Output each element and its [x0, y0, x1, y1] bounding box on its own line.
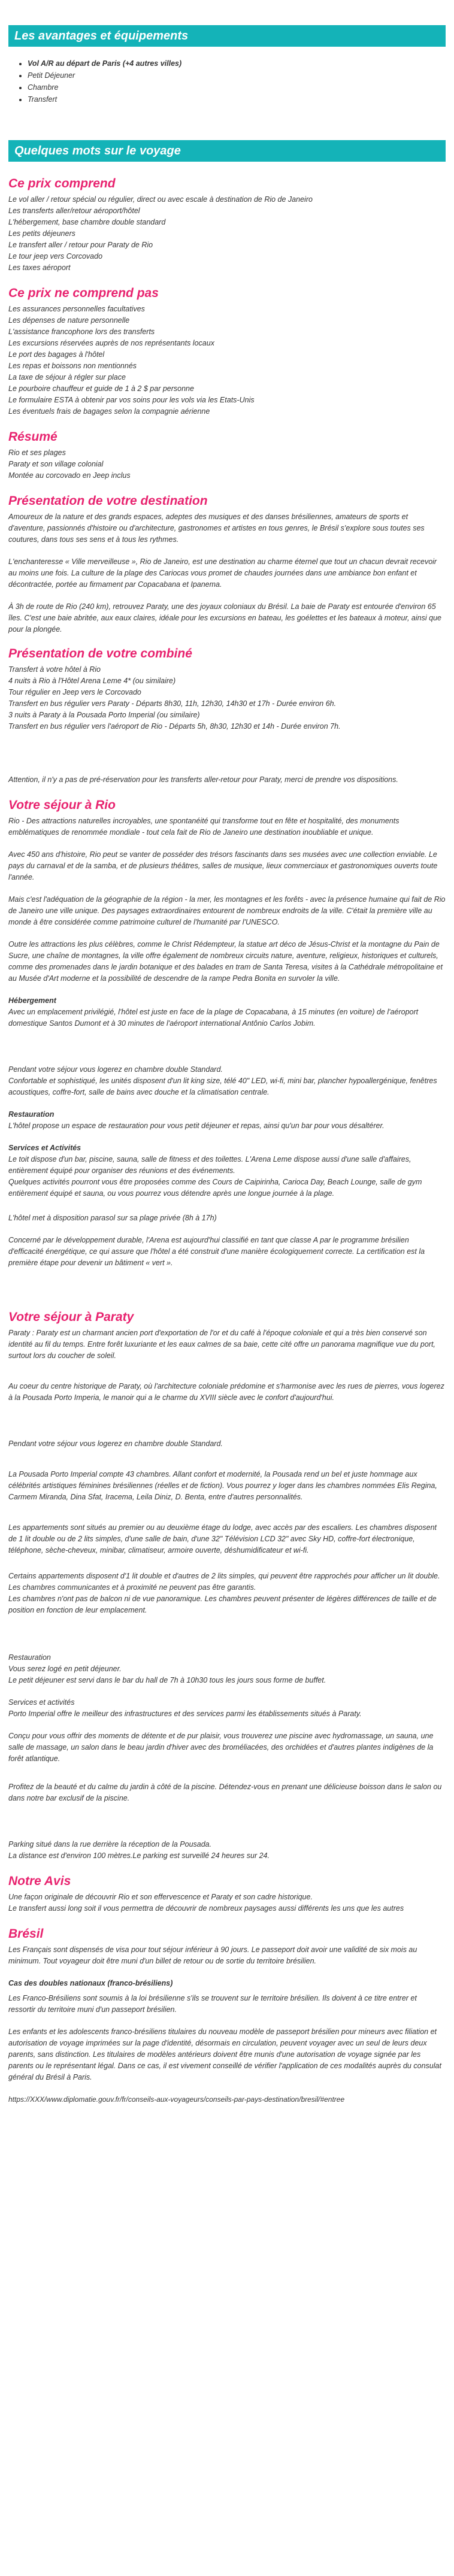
paraty-title: Votre séjour à Paraty — [8, 1310, 134, 1324]
list-item: Le port des bagages à l'hôtel — [8, 350, 105, 359]
feature-item: • Chambre — [28, 81, 446, 93]
services-list — [8, 1154, 446, 1199]
list-item: L'assistance francophone lors des transferts — [8, 328, 155, 336]
list-item: L'hébergement, base chambre double standard — [8, 218, 166, 226]
paragraph: Rio - Des attractions naturelles incroyables, une spontanéité qui transforme tout en fête et hospitalité, des monuments emblématiques de renommée mondiale - tout cela fait de Rio de Janeiro une destination inoubliable et unique. — [8, 817, 399, 837]
list-item: Parking situé dans la rue derrière la réception de la Pousada. — [8, 1840, 212, 1848]
source-link[interactable]: https://XXX/www.diplomatie.gouv.fr/fr/conseils-aux-voyageurs/conseils-par-pays-destination/bresil/#entree — [8, 2095, 345, 2104]
services-label: Services et activités — [8, 1698, 75, 1707]
rooms-list — [8, 1571, 446, 1616]
included-list — [8, 194, 446, 274]
list-item: Les éventuels frais de bagages selon la compagnie aérienne — [8, 407, 210, 416]
section-banner-voyage: Quelques mots sur le voyage — [8, 140, 446, 162]
paragraph: Avec un emplacement privilégié, l'hôtel est juste en face de la plage de Copacabana, à 15 minutes (en voiture) de l'aéroport domestique Santos Dumont et à 30 minutes de l'aéroport international Antônio Carlos Jobim. — [8, 1008, 419, 1028]
paragraph: Conçu pour vous offrir des moments de détente et de pur plaisir, vous trouverez une piscine avec hydromassage, un sauna, une salle de massage, un salon dans le beau jardin d'hiver avec des broméliacées, des orchidées et d'autres plantes indigènes de la forêt atlantique. — [8, 1732, 434, 1763]
list-item: Le vol aller / retour spécial ou régulier, direct ou avec escale à destination de Rio de Janeiro — [8, 195, 313, 204]
combo-list — [8, 664, 446, 732]
feature-item: • Vol A/R au départ de Paris (+4 autres villes) — [28, 57, 446, 69]
room-note: Pendant votre séjour vous logerez en chambre double Standard. — [8, 1065, 223, 1074]
paragraph: Outre les attractions les plus célèbres, comme le Christ Rédempteur, la statue art déco de Jésus-Christ et la montagne du Pain de Sucre, une chaîne de montagnes, la ville offre également de nombreux circuits nature, aventure, religieux, historiques et culturels, comme des promenades dans le jardin botanique et des balades en tram de Santa Teresa, visites à la Cathédrale métropolitaine et au Musée d'Art moderne et la possibilité de descendre de la rampe Pedra Bonita en survoler la ville. — [8, 940, 443, 983]
summary-title: Résumé — [8, 430, 57, 444]
list-item: Les transferts aller/retour aéroport/hôtel — [8, 207, 140, 215]
list-item: Les taxes aéroport — [8, 263, 71, 272]
paragraph: Mais c'est l'adéquation de la géographie de la région - la mer, les montagnes et les forêts - avec la présence humaine qui fait de Rio de Janeiro une ville unique. Des paysages extraordinaires entourent de nombreux endroits de la ville. C'était la première ville au monde à être considérée comme patrimoine culturel de l'humanité par l'UNESCO. — [8, 895, 446, 926]
list-item: Rio et ses plages — [8, 448, 66, 457]
list-item: Paraty et son village colonial — [8, 460, 104, 468]
list-item: Transfert en bus régulier vers l'aéroport de Rio - Départs 5h, 8h30, 12h30 et 14h - Durée environ 7h. — [8, 722, 341, 731]
list-item: Le formulaire ESTA à obtenir par vos soins pour les vols via les Etats-Unis — [8, 396, 255, 404]
feature-item: • Petit Déjeuner — [28, 69, 446, 81]
section-banner-avantages: Les avantages et équipements — [8, 25, 446, 47]
list-item: Le transfert aussi long soit il vous permettra de découvrir de nombreux paysages aussi différents les uns que les autres — [8, 1904, 404, 1913]
list-item: La distance est d'environ 100 mètres.Le parking est surveillé 24 heures sur 24. — [8, 1851, 270, 1860]
combo-note: Attention, il n'y a pas de pré-réservation pour les transferts aller-retour pour Paraty, merci de prendre vos dispositions. — [8, 775, 398, 784]
list-item: Les assurances personnelles facultatives — [8, 305, 145, 313]
parking-list — [8, 1839, 446, 1862]
list-item: Une façon originale de découvrir Rio et son effervescence et Paraty et son cadre historique. — [8, 1893, 313, 1901]
list-item: Montée au corcovado en Jeep inclus — [8, 471, 131, 480]
paragraph: L'enchanteresse « Ville merveilleuse », Rio de Janeiro, est une destination au charme éternel que tout un chacun devrait recevoir au moins une fois. La culture de la plage des Cariocas vous promet de chaudes journées dans une ambiance bon enfant et décontractée, portée au firmament par Copacabana et Ipanema. — [8, 557, 437, 589]
list-item: La taxe de séjour à régler sur place — [8, 373, 126, 381]
list-item: Les petits déjeuners — [8, 229, 75, 238]
list-item: Les repas et boissons non mentionnés — [8, 362, 137, 370]
included-title: Ce prix comprend — [8, 177, 116, 190]
notice-list — [8, 1892, 446, 1914]
combo-title: Présentation de votre combiné — [8, 647, 192, 660]
paragraph: Les appartements sont situés au premier ou au deuxième étage du lodge, avec accès par des escaliers. Les chambres disposent de 1 lit double ou de 2 lits simples, d'une salle de bain, d'une 32" Télévision LCD 32" avec Sky HD, coffre-fort électronique, téléphone, sèche-cheveux, minibar, climatiseur, armoire ouverte, déshumidificateur et wi-fi. — [8, 1523, 437, 1554]
list-item: Tour régulier en Jeep vers le Corcovado — [8, 688, 141, 696]
feature-item: • Transfert — [28, 93, 446, 105]
paragraph: Paraty : Paraty est un charmant ancien port d'exportation de l'or et du café à l'époque coloniale et qui a très bien conservé son identité au fil du temps. Entre forêt luxuriante et les eaux calmes de sa baie, cette cité offre un panorama magnifique vue du port, surtout lors du coucher de soleil. — [8, 1329, 435, 1360]
paragraph: L'hôtel propose un espace de restauration pour vous petit déjeuner et repas, ainsi qu'un bar pour vous désaltérer. — [8, 1122, 385, 1130]
services-label: Services et Activités — [8, 1144, 81, 1152]
list-item: Porto Imperial offre le meilleur des infrastructures et des services parmi les établissements situés à Paraty. — [8, 1710, 362, 1718]
brazil-title: Brésil — [8, 1927, 44, 1941]
list-item: Le petit déjeuner est servi dans le bar du hall de 7h à 10h30 tous les jours sous forme de buffet. — [8, 1676, 326, 1684]
excluded-list — [8, 304, 446, 417]
list-item: Transfert à votre hôtel à Rio — [8, 665, 101, 674]
list-item: Transfert en bus régulier vers Paraty - Départs 8h30, 11h, 12h30, 14h30 et 17h - Durée environ 6h. — [8, 699, 337, 708]
paragraph: Confortable et sophistiqué, les unités disposent d'un lit king size, télé 40" LED, wi-fi, mini bar, plancher hypoallergénique, fenêtres acoustiques, coffre-fort, salle de bains avec douche et la climatisation centrale. — [8, 1077, 437, 1096]
paragraph: À 3h de route de Rio (240 km), retrouvez Paraty, une des joyaux coloniaux du Brésil. La baie de Paraty est entourée d'environ 65 îles. C'est une baie abritée, aux eaux claires, idéale pour les excursions en bateau, les goélettes et les bateaux à moteur, ainsi que pour la plongée. — [8, 602, 441, 634]
list-item: Le toit dispose d'un bar, piscine, sauna, salle de fitness et des toilettes. L'Arena Leme dispose aussi d'une salle d'affaires, entièrement équipé pour organiser des réunions et des événements. — [8, 1155, 411, 1175]
list-item: 3 nuits à Paraty à la Pousada Porto Imperial (ou similaire) — [8, 711, 200, 719]
list-item: Les chambres communicantes et à proximité ne peuvent pas être garantis. — [8, 1583, 256, 1592]
minors-label: Cas des doubles nationaux (franco-brésiliens) — [8, 1979, 173, 1987]
notice-title: Notre Avis — [8, 1874, 71, 1888]
paragraph: La Pousada Porto Imperial compte 43 chambres. Allant confort et modernité, la Pousada rend un bel et juste hommage aux célébrités artistiques féminines brésiliennes (réelles et de fiction). Vous pourrez y loger dans les chambres nommées Elis Regina, Carmem Miranda, Dina Sfat, Iracema, Leila Diniz, D. Benta, entre d'autres personnalités. — [8, 1470, 437, 1501]
list-item: Les chambres n'ont pas de balcon ni de vue panoramique. Les chambres peuvent présenter de légères différences de taille et de position en fonction de leur emplacement. — [8, 1595, 437, 1614]
list-item: Les excursions réservées auprès de nos représentants locaux — [8, 339, 214, 347]
features-list — [8, 57, 446, 105]
resto-label: Restauration — [8, 1110, 55, 1119]
list-item: Quelques activités pourront vous être proposées comme des Cours de Caipirinha, Carioca Day, Beach Lounge, salle de gym entièrement équipé et sauna, ou vous pourrez vous détendre après une longue journée à la plage. — [8, 1178, 422, 1198]
list-item: Vous serez logé en petit déjeuner. — [8, 1665, 122, 1673]
list-item: Le tour jeep vers Corcovado — [8, 252, 103, 260]
paragraph: Les Français sont dispensés de visa pour tout séjour inférieur à 90 jours. Le passeport doit avoir une validité de six mois au minimum. Tout voyageur doit être muni d'un billet de retour ou de sortie du territoire brésilien. — [8, 1945, 417, 1965]
rio-title: Votre séjour à Rio — [8, 798, 116, 812]
list-item: Le pourboire chauffeur et guide de 1 à 2 $ par personne — [8, 384, 194, 393]
paragraph: Au coeur du centre historique de Paraty, où l'architecture coloniale prédomine et s'harmonise avec les rues de pierres, vous logerez à la Pousada Porto Imperia, le manoir qui a le charme du XVIII siècle avec le confort d'aujourd'hui. — [8, 1382, 444, 1402]
paragraph: L'hôtel met à disposition parasol sur sa plage privée (8h à 17h) — [8, 1214, 217, 1222]
paragraph: Les enfants et les adolescents franco-brésiliens titulaires du nouveau modèle de passeport brésilien pour mineurs avec filiation et autorisation de voyage imprimées sur la page d'identité, désormais en circulation, peuvent voyager avec un seul de leurs deux parents, sans distinction. Les titulaires de modèles antérieurs doivent être munis d'une autorisation de voyage signée par les parents ou le représentant légal. Dans ce cas, il est vivement conseillé de vérifier l'application de ces modalités auprès du consulat général du Brésil à Paris. — [8, 2028, 441, 2081]
paragraph: Profitez de la beauté et du calme du jardin à côté de la piscine. Détendez-vous en prenant une délicieuse boisson dans le salon ou dans notre bar exclusif de la piscine. — [8, 1783, 442, 1802]
paragraph: Concerné par le développement durable, l'Arena est aujourd'hui classifié en tant que classe A par le programme brésilien d'efficacité énergétique, ce qui assure que l'hôtel a été construit d'une manière écologiquement correcte. La certification est la première étape pour devenir un bâtiment « vert ». — [8, 1236, 425, 1267]
paraty-services — [8, 1697, 446, 1720]
hebergement-label: Hébergement — [8, 996, 56, 1005]
presentation-title: Présentation de votre destination — [8, 494, 208, 508]
paragraph: Les Franco-Brésiliens sont soumis à la loi brésilienne s'ils se trouvent sur le territoire brésilien. Ils doivent à ce titre entrer et ressortir du territoire muni d'un passeport brésilien. — [8, 1994, 417, 2014]
paragraph: Avec 450 ans d'histoire, Rio peut se vanter de posséder des trésors fascinants dans ses musées avec une collection enviable. Le pays du carnaval et de la samba, et de plusieurs théâtres, salles de musique, lieux commerciaux et gastronomiques ouverts toute l'année. — [8, 850, 438, 881]
list-item: Certains appartements disposent d'1 lit double et d'autres de 2 lits simples, qui peuvent être rapprochés pour afficher un lit double. — [8, 1572, 440, 1580]
paraty-resto — [8, 1652, 446, 1686]
list-item: 4 nuits à Rio à l'Hôtel Arena Leme 4* (ou similaire) — [8, 677, 176, 685]
excluded-title: Ce prix ne comprend pas — [8, 286, 159, 300]
summary-list — [8, 447, 446, 481]
list-item: Les dépenses de nature personnelle — [8, 316, 130, 325]
room-note: Pendant votre séjour vous logerez en chambre double Standard. — [8, 1439, 223, 1448]
resto-label: Restauration — [8, 1653, 51, 1662]
paragraph: Amoureux de la nature et des grands espaces, adeptes des musiques et des danses brésiliennes, amateurs de sports et d'aventure, passionnés d'histoire ou d'architecture, gastronomes et artistes en tous genres, le Brésil s'explore sous toutes ses coutures, dans tous ses sens et à tous les rythmes. — [8, 513, 425, 544]
list-item: Le transfert aller / retour pour Paraty de Rio — [8, 241, 153, 249]
